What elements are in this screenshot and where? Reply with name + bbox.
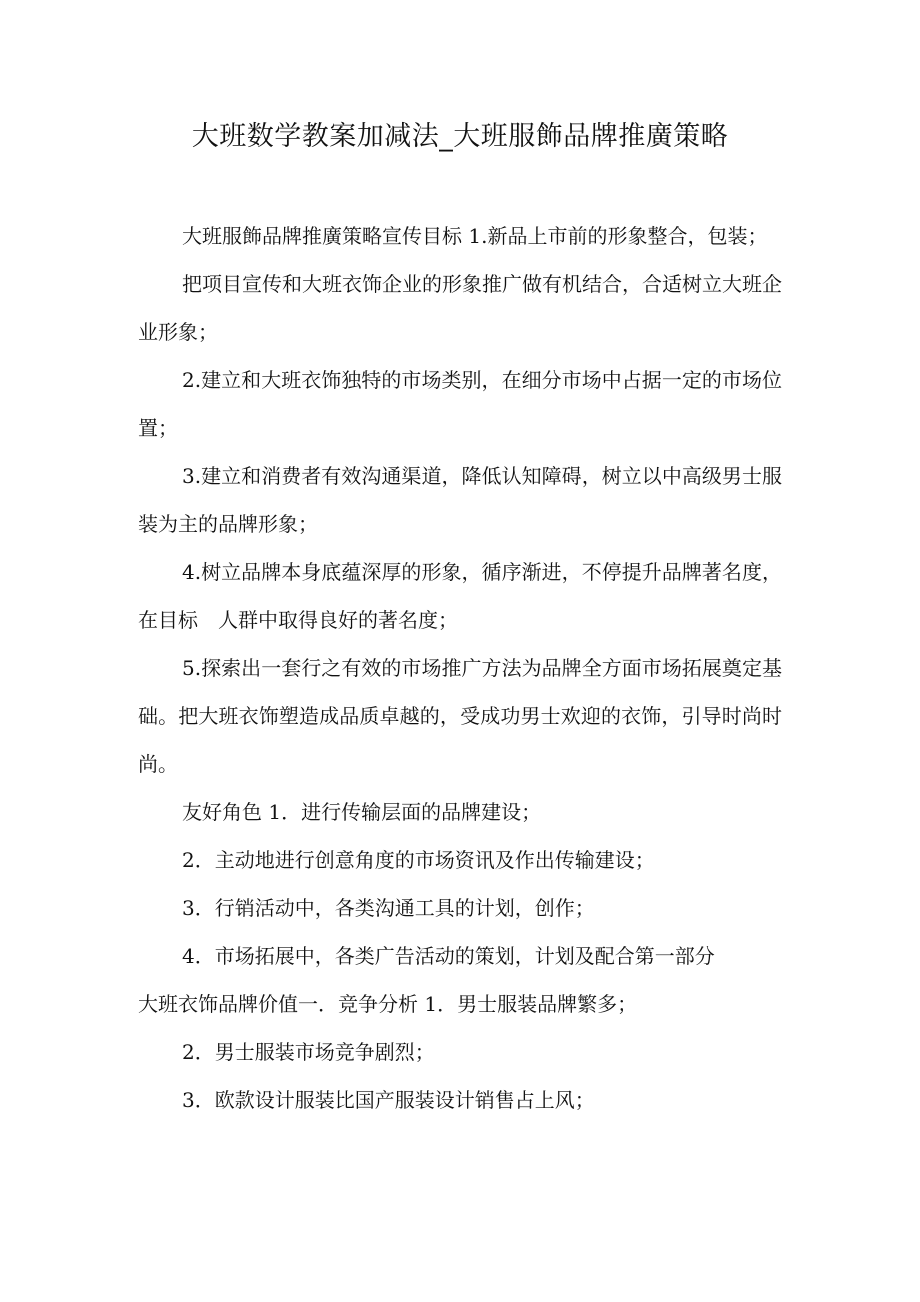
paragraph-13: 3．欧款设计服装比国产服装设计销售占上风；	[182, 1088, 595, 1112]
paragraph-12: 2．男士服装市场竞争剧烈；	[182, 1040, 435, 1064]
paragraph-4: 3.建立和消费者有效沟通渠道，降低认知障碍，树立以中高级男士服装为主的品牌形象；	[138, 464, 782, 536]
paragraph-3: 2.建立和大班衣饰独特的市场类别，在细分市场中占据一定的市场位置；	[138, 368, 782, 440]
paragraph-5: 4.树立品牌本身底蕴深厚的形象，循序渐进，不停提升品牌著名度，在目标 人群中取得良好的著名度；	[138, 560, 782, 632]
paragraph-1: 大班服飾品牌推廣策略宣传目标 1.新品上市前的形象整合，包装；	[182, 224, 768, 248]
paragraph-2: 把项目宣传和大班衣饰企业的形象推广做有机结合，合适树立大班企业形象；	[138, 272, 782, 344]
paragraph-11: 大班衣饰品牌价值一．竞争分析 1．男士服装品牌繁多；	[138, 992, 638, 1016]
paragraph-7: 友好角色 1．进行传输层面的品牌建设；	[182, 800, 542, 824]
paragraph-6: 5.探索出一套行之有效的市场推广方法为品牌全方面市场拓展奠定基础。把大班衣饰塑造成品质卓越的，受成功男士欢迎的衣饰，引导时尚时尚。	[138, 656, 782, 776]
document-title: 大班数学教案加减法_大班服飾品牌推廣策略	[191, 121, 729, 152]
paragraph-9: 3．行销活动中，各类沟通工具的计划，创作；	[182, 896, 595, 920]
document-body	[138, 212, 782, 1124]
paragraph-10: 4．市场拓展中，各类广告活动的策划，计划及配合第一部分	[182, 944, 715, 968]
paragraph-8: 2．主动地进行创意角度的市场资讯及作出传输建设；	[182, 848, 655, 872]
